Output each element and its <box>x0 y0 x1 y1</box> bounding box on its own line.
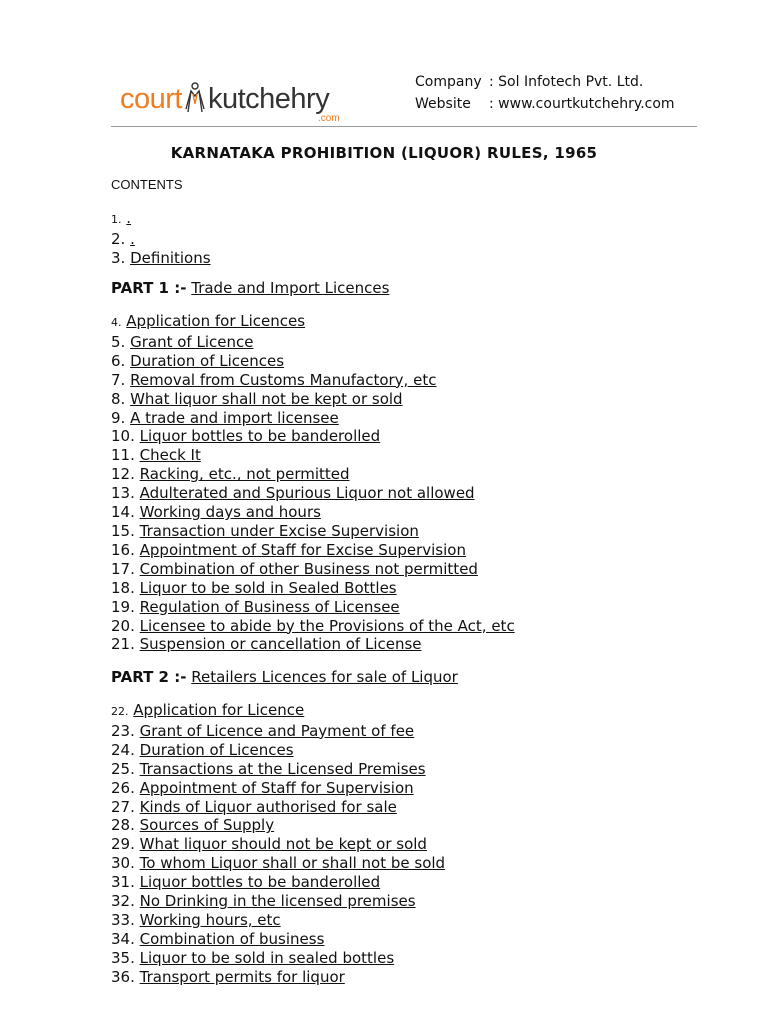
logo-text-kutchehry: kutchehry <box>207 83 330 115</box>
item-link[interactable]: Adulterated and Spurious Liquor not allowed <box>139 484 475 503</box>
contents-label: CONTENTS <box>111 177 183 192</box>
item-number: 7. <box>111 370 126 389</box>
item-number: 35. <box>111 948 135 967</box>
item-number: 24. <box>111 740 135 759</box>
item-link[interactable]: Sources of Supply <box>139 816 275 835</box>
intro-list <box>111 209 211 268</box>
item-number: 13. <box>111 484 135 503</box>
item-number: 32. <box>111 892 135 911</box>
part2-heading <box>111 667 458 687</box>
item-number: 22. <box>111 705 129 718</box>
list-item <box>111 503 515 522</box>
item-link[interactable]: Working hours, etc <box>139 910 281 929</box>
item-number: 5. <box>111 332 126 351</box>
item-link[interactable]: Suspension or cancellation of License <box>139 635 422 654</box>
item-link[interactable]: Grant of Licence and Payment of fee <box>139 721 415 740</box>
list-item <box>111 209 211 230</box>
item-link[interactable]: Combination of other Business not permitted <box>139 559 478 578</box>
item-number: 11. <box>111 446 135 465</box>
list-item <box>111 854 445 873</box>
list-item <box>111 427 515 446</box>
item-link[interactable]: Liquor bottles to be banderolled <box>139 873 381 892</box>
part1-title-link[interactable]: Trade and Import Licences <box>191 279 390 297</box>
list-item <box>111 390 515 409</box>
item-link[interactable]: Check It <box>139 446 201 465</box>
item-number: 4. <box>111 316 122 329</box>
item-link[interactable]: Licensee to abide by the Provisions of the Act, etc <box>139 616 515 635</box>
list-item <box>111 579 515 598</box>
list-item <box>111 598 515 617</box>
item-number: 36. <box>111 967 135 986</box>
item-number: 2. <box>111 229 126 248</box>
list-item <box>111 312 515 333</box>
item-number: 34. <box>111 929 135 948</box>
item-number: 12. <box>111 465 135 484</box>
item-link[interactable]: . <box>130 229 135 248</box>
list-item <box>111 949 445 968</box>
part2-list <box>111 701 445 987</box>
list-item <box>111 635 515 654</box>
item-number: 16. <box>111 540 135 559</box>
item-number: 23. <box>111 721 135 740</box>
item-link[interactable]: Transport permits for liquor <box>139 967 345 986</box>
part1-label: PART 1 :- <box>111 279 187 297</box>
item-number: 10. <box>111 427 135 446</box>
item-number: 14. <box>111 503 135 522</box>
item-number: 21. <box>111 635 135 654</box>
list-item <box>111 465 515 484</box>
header-divider <box>111 126 697 127</box>
item-link[interactable]: No Drinking in the licensed premises <box>139 892 416 911</box>
list-item <box>111 892 445 911</box>
part1-list <box>111 312 515 654</box>
item-link[interactable]: What liquor should not be kept or sold <box>139 835 427 854</box>
item-link[interactable]: Appointment of Staff for Excise Supervision <box>139 540 466 559</box>
lawyer-robe-icon <box>183 82 207 118</box>
part2-title-link[interactable]: Retailers Licences for sale of Liquor <box>191 668 458 686</box>
item-number: 26. <box>111 778 135 797</box>
list-item <box>111 409 515 428</box>
item-link[interactable]: Racking, etc., not permitted <box>139 465 350 484</box>
item-number: 27. <box>111 797 135 816</box>
item-number: 29. <box>111 835 135 854</box>
item-link[interactable]: Grant of Licence <box>130 332 254 351</box>
item-link[interactable]: Kinds of Liquor authorised for sale <box>139 797 397 816</box>
item-number: 8. <box>111 389 126 408</box>
page-header <box>120 68 696 128</box>
list-item <box>111 816 445 835</box>
item-link[interactable]: Transaction under Excise Supervision <box>139 521 419 540</box>
part1-heading <box>111 278 389 298</box>
website-value[interactable]: : www.courtkutchehry.com <box>489 96 675 112</box>
item-link[interactable]: Combination of business <box>139 929 325 948</box>
item-link[interactable]: Definitions <box>130 248 211 267</box>
list-item <box>111 352 515 371</box>
list-item <box>111 484 515 503</box>
item-link[interactable]: Transactions at the Licensed Premises <box>139 759 426 778</box>
list-item <box>111 333 515 352</box>
list-item <box>111 930 445 949</box>
item-number: 31. <box>111 873 135 892</box>
company-value: : Sol Infotech Pvt. Ltd. <box>489 74 644 90</box>
item-link[interactable]: Appointment of Staff for Supervision <box>139 778 414 797</box>
item-number: 30. <box>111 854 135 873</box>
list-item <box>111 779 445 798</box>
item-number: 9. <box>111 408 126 427</box>
logo-text-court: court <box>120 83 182 115</box>
company-info <box>415 71 675 115</box>
item-number: 19. <box>111 597 135 616</box>
website-label: Website <box>415 96 471 112</box>
item-link[interactable]: Duration of Licences <box>139 740 294 759</box>
list-item <box>111 541 515 560</box>
item-link[interactable]: Duration of Licences <box>130 351 285 370</box>
item-link[interactable]: Liquor to be sold in sealed bottles <box>139 948 395 967</box>
courtkutchehry-logo[interactable] <box>120 82 340 124</box>
item-link[interactable]: Removal from Customs Manufactory, etc <box>130 370 437 389</box>
list-item <box>111 522 515 541</box>
list-item <box>111 617 515 636</box>
item-link[interactable]: Regulation of Business of Licensee <box>139 597 400 616</box>
list-item <box>111 560 515 579</box>
item-number: 15. <box>111 521 135 540</box>
list-item <box>111 835 445 854</box>
part2-label: PART 2 :- <box>111 668 187 686</box>
list-item <box>111 371 515 390</box>
list-item <box>111 760 445 779</box>
item-number: 18. <box>111 578 135 597</box>
item-link[interactable]: Application for Licences <box>126 312 306 330</box>
item-number: 25. <box>111 759 135 778</box>
list-item <box>111 741 445 760</box>
item-link[interactable]: . <box>126 209 132 227</box>
item-link[interactable]: Liquor to be sold in Sealed Bottles <box>139 578 397 597</box>
list-item <box>111 873 445 892</box>
item-link[interactable]: A trade and import licensee <box>130 408 339 427</box>
item-link[interactable]: Liquor bottles to be banderolled <box>139 427 381 446</box>
item-number: 28. <box>111 816 135 835</box>
item-number: 6. <box>111 351 126 370</box>
list-item <box>111 722 445 741</box>
item-link[interactable]: Working days and hours <box>139 503 321 522</box>
item-number: 20. <box>111 616 135 635</box>
list-item <box>111 701 445 722</box>
company-label: Company <box>415 74 482 90</box>
item-number: 17. <box>111 559 135 578</box>
item-link[interactable]: What liquor shall not be kept or sold <box>130 389 403 408</box>
list-item <box>111 230 211 249</box>
list-item <box>111 968 445 987</box>
list-item <box>111 249 211 268</box>
logo-text-com: .com <box>318 113 340 124</box>
item-link[interactable]: Application for Licence <box>133 701 305 719</box>
item-number: 3. <box>111 248 126 267</box>
list-item <box>111 446 515 465</box>
item-number: 1. <box>111 213 122 226</box>
document-title: KARNATAKA PROHIBITION (LIQUOR) RULES, 1965 <box>170 144 598 162</box>
item-number: 33. <box>111 910 135 929</box>
list-item <box>111 911 445 930</box>
item-link[interactable]: To whom Liquor shall or shall not be sold <box>139 854 446 873</box>
list-item <box>111 798 445 817</box>
